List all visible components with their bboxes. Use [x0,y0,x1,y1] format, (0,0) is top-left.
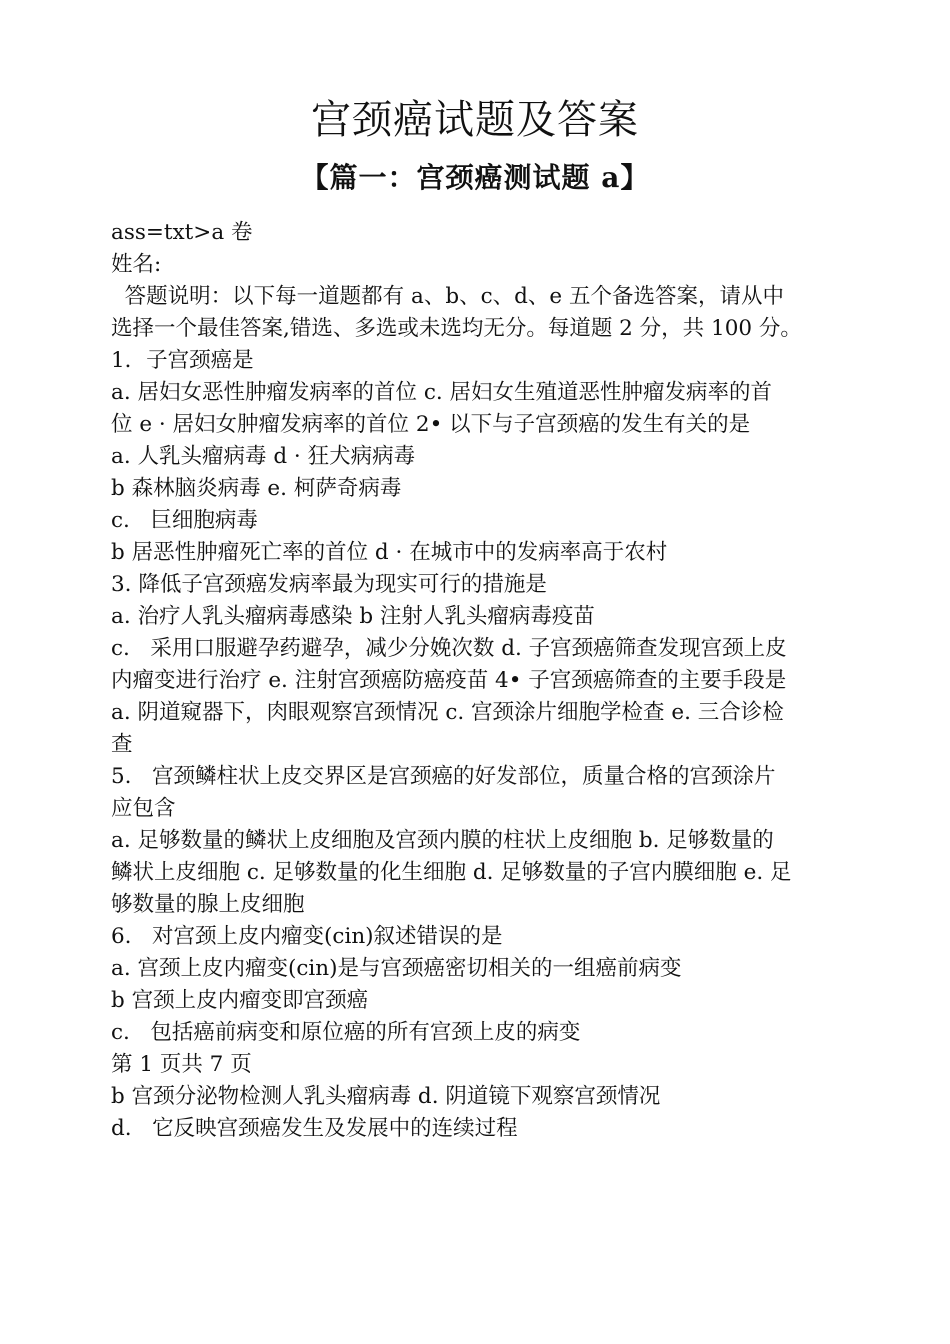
text-line: 6. 对宫颈上皮内瘤变(cin)叙述错误的是 [111,924,503,949]
text-line: 选择一个最佳答案,错选、多选或未选均无分。每道题 2 分，共 100 分。 [111,316,802,341]
document-body [111,217,841,1145]
text-line: b 宫颈上皮内瘤变即宫颈癌 [111,988,369,1013]
text-line: 位 e · 居妇女肿瘤发病率的首位 2• 以下与子宫颈癌的发生有关的是 [111,412,751,437]
text-line: 应包含 [111,796,176,821]
text-line: c. 包括癌前病变和原位癌的所有宫颈上皮的病变 [111,1020,581,1045]
text-line: c. 巨细胞病毒 [111,508,258,533]
text-line: 3. 降低子宫颈癌发病率最为现实可行的措施是 [111,572,547,597]
text-line: 够数量的腺上皮细胞 [111,892,305,917]
text-line: c. 采用口服避孕药避孕，减少分娩次数 d. 子宫颈癌筛查发现宫颈上皮 [111,636,787,661]
text-line: 5. 宫颈鳞柱状上皮交界区是宫颈癌的好发部位，质量合格的宫颈涂片 [111,764,776,789]
text-line: a. 足够数量的鳞状上皮细胞及宫颈内膜的柱状上皮细胞 b. 足够数量的 [111,828,774,853]
text-line: 1．子宫颈癌是 [111,348,254,373]
text-line: 鳞状上皮细胞 c. 足够数量的化生细胞 d. 足够数量的子宫内膜细胞 e. 足 [111,860,792,885]
text-line: b 居恶性肿瘤死亡率的首位 d · 在城市中的发病率高于农村 [111,540,668,565]
text-line: b 森林脑炎病毒 e. 柯萨奇病毒 [111,476,402,501]
text-line: d. 它反映宫颈癌发生及发展中的连续过程 [111,1116,518,1141]
page-number: 第 1 页共 7 页 [111,1052,252,1077]
text-line: 内瘤变进行治疗 e. 注射宫颈癌防癌疫苗 4• 子宫颈癌筛查的主要手段是 [111,668,787,693]
text-line: a. 人乳头瘤病毒 d · 狂犬病病毒 [111,444,416,469]
text-line: 姓名: [111,252,162,277]
text-line: a. 居妇女恶性肿瘤发病率的首位 c. 居妇女生殖道恶性肿瘤发病率的首 [111,380,773,405]
text-line: a. 宫颈上皮内瘤变(cin)是与宫颈癌密切相关的一组癌前病变 [111,956,682,981]
text-line: b 宫颈分泌物检测人乳头瘤病毒 d. 阴道镜下观察宫颈情况 [111,1084,661,1109]
text-line: a. 阴道窥器下，肉眼观察宫颈情况 c. 宫颈涂片细胞学检查 e. 三合诊检 [111,700,784,725]
document-title: 宫颈癌试题及答案 [311,97,639,143]
text-line: 查 [111,732,133,757]
text-line: 答题说明：以下每一道题都有 a、b、c、d、e 五个备选答案，请从中 [111,284,784,309]
section-heading: 【篇一：宫颈癌测试题 a】 [300,161,650,194]
text-line: a. 治疗人乳头瘤病毒感染 b 注射人乳头瘤病毒疫苗 [111,604,595,629]
text-line: ass=txt>a 卷 [111,220,253,245]
